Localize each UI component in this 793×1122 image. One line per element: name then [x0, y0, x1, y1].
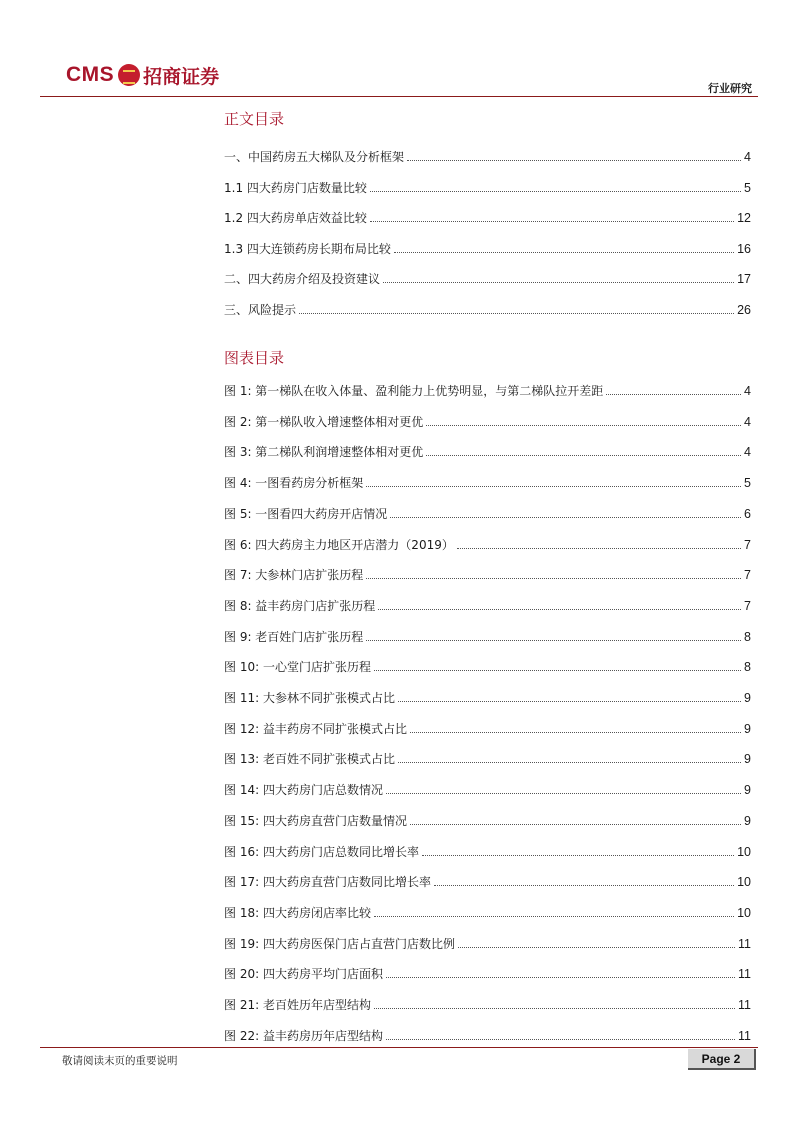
figure-entry-label: 图 17: 四大药房直营门店数同比增长率	[224, 875, 431, 890]
figure-entry[interactable]	[224, 779, 751, 797]
figure-entry-page: 4	[744, 384, 751, 398]
dot-leader	[398, 701, 741, 702]
contents-title: 正文目录	[224, 110, 285, 128]
report-category: 行业研究	[708, 82, 752, 95]
figure-entry[interactable]	[224, 656, 751, 674]
figure-entry-page: 7	[744, 568, 751, 583]
figure-entry-label: 图 4: 一图看药房分析框架	[224, 476, 364, 491]
figure-entry-page: 10	[737, 844, 751, 859]
contents-entry[interactable]	[224, 268, 751, 286]
figure-entry-label: 图 8: 益丰药房门店扩张历程	[224, 598, 376, 613]
figure-entry-page: 5	[744, 476, 751, 491]
figure-entry-page: 4	[744, 414, 751, 429]
figure-entry-page: 7	[744, 598, 751, 613]
figure-entry[interactable]	[224, 902, 751, 920]
dot-leader	[386, 977, 735, 978]
dot-leader	[458, 947, 735, 948]
figure-entry[interactable]	[224, 411, 751, 429]
dot-leader	[390, 517, 741, 518]
dot-leader	[407, 160, 741, 161]
contents-entry-page: 26	[737, 302, 751, 317]
contents-entry-label: 三、风险提示	[224, 302, 297, 317]
dot-leader	[394, 252, 734, 253]
dot-leader	[410, 824, 741, 825]
figure-entry-page: 11	[738, 967, 751, 982]
figure-entry[interactable]	[224, 626, 751, 644]
contents-entry[interactable]	[224, 238, 751, 256]
contents-entry-page: 12	[737, 211, 751, 225]
footer-divider	[40, 1047, 758, 1048]
logo-text: CMS	[66, 63, 115, 86]
figure-entry[interactable]	[224, 718, 751, 736]
footer-disclaimer: 敬请阅读末页的重要说明	[62, 1055, 178, 1067]
figure-entry[interactable]	[224, 871, 751, 889]
contents-entry-page: 17	[737, 272, 751, 286]
dot-leader	[366, 486, 741, 487]
figure-entry-page: 9	[744, 813, 751, 828]
contents-entry[interactable]	[224, 146, 751, 164]
figure-entry-page: 9	[744, 783, 751, 798]
dot-leader	[457, 548, 741, 549]
logo-emblem-icon	[118, 64, 140, 86]
figure-entry-label: 图 7: 大参林门店扩张历程	[224, 568, 364, 583]
contents-entry[interactable]	[224, 299, 751, 317]
figure-entry[interactable]	[224, 564, 751, 582]
figure-entry[interactable]	[224, 1025, 751, 1043]
dot-leader	[426, 455, 741, 456]
figure-entry[interactable]	[224, 441, 751, 459]
figure-entry[interactable]	[224, 687, 751, 705]
dot-leader	[398, 762, 741, 763]
contents-entry-page: 16	[737, 241, 751, 256]
figure-entry[interactable]	[224, 595, 751, 613]
figure-entry[interactable]	[224, 380, 751, 398]
dot-leader	[606, 394, 741, 395]
figure-entry[interactable]	[224, 963, 751, 981]
figure-entry-page: 7	[744, 537, 751, 552]
contents-entry[interactable]	[224, 207, 751, 225]
contents-entry-label: 1.2 四大药房单店效益比较	[224, 211, 367, 225]
figure-entry-page: 8	[744, 629, 751, 644]
figure-entry-page: 6	[744, 506, 751, 521]
dot-leader	[374, 916, 734, 917]
contents-entry-page: 5	[744, 180, 751, 195]
dot-leader	[374, 1008, 735, 1009]
page-header	[40, 56, 758, 100]
figure-entry-label: 图 14: 四大药房门店总数情况	[224, 783, 383, 798]
contents-entry-label: 1.1 四大药房门店数量比较	[224, 180, 367, 195]
dot-leader	[366, 640, 741, 641]
figure-entry-page: 11	[738, 1028, 751, 1043]
figure-entry-label: 图 12: 益丰药房不同扩张模式占比	[224, 721, 407, 736]
figure-entry-label: 图 21: 老百姓历年店型结构	[224, 998, 371, 1012]
dot-leader	[366, 578, 741, 579]
figure-entry-label: 图 22: 益丰药房历年店型结构	[224, 1028, 383, 1043]
dot-leader	[299, 313, 734, 314]
figure-entry-label: 图 19: 四大药房医保门店占直营门店数比例	[224, 936, 455, 951]
figure-entry[interactable]	[224, 933, 751, 951]
figure-entry[interactable]	[224, 841, 751, 859]
figure-entry-label: 图 15: 四大药房直营门店数量情况	[224, 813, 407, 828]
dot-leader	[410, 732, 741, 733]
figure-entry[interactable]	[224, 472, 751, 490]
dot-leader	[370, 221, 734, 222]
dot-leader	[434, 885, 734, 886]
figure-entry-page: 4	[744, 445, 751, 460]
page-number-badge: Page 2	[688, 1049, 756, 1070]
figure-entry-page: 9	[744, 691, 751, 705]
figure-entry-page: 9	[744, 721, 751, 736]
header-divider	[40, 96, 758, 97]
figure-entry-label: 图 6: 四大药房主力地区开店潜力（2019）	[224, 537, 454, 552]
figure-entry-label: 图 10: 一心堂门店扩张历程	[224, 660, 371, 675]
figure-entry-label: 图 5: 一图看四大药房开店情况	[224, 506, 388, 521]
figure-entry[interactable]	[224, 503, 751, 521]
contents-entry-label: 二、四大药房介绍及投资建议	[224, 272, 381, 286]
contents-entry-label: 一、中国药房五大梯队及分析框架	[224, 150, 405, 164]
dot-leader	[374, 670, 741, 671]
figure-entry-label: 图 16: 四大药房门店总数同比增长率	[224, 844, 419, 859]
figure-entry-page: 11	[738, 936, 751, 951]
figure-entry-label: 图 11: 大参林不同扩张模式占比	[224, 691, 395, 705]
figures-title: 图表目录	[224, 349, 285, 367]
figure-entry-page: 8	[744, 660, 751, 675]
dot-leader	[383, 282, 734, 283]
dot-leader	[422, 855, 734, 856]
figure-entry-label: 图 9: 老百姓门店扩张历程	[224, 629, 364, 644]
figure-entry-label: 图 1: 第一梯队在收入体量、盈利能力上优势明显，与第二梯队拉开差距	[224, 384, 604, 398]
figure-entry-label: 图 2: 第一梯队收入增速整体相对更优	[224, 414, 424, 429]
dot-leader	[370, 191, 741, 192]
contents-entry-label: 1.3 四大连锁药房长期布局比较	[224, 241, 391, 256]
logo-chinese-name: 招商证券	[143, 65, 220, 88]
figure-entry-label: 图 3: 第二梯队利润增速整体相对更优	[224, 445, 424, 460]
figure-entry[interactable]	[224, 810, 751, 828]
figure-entry-label: 图 20: 四大药房平均门店面积	[224, 967, 383, 982]
figure-entry-page: 10	[737, 875, 751, 890]
contents-entry[interactable]	[224, 177, 751, 195]
dot-leader	[386, 1039, 735, 1040]
dot-leader	[426, 425, 741, 426]
figure-entry-page: 11	[738, 998, 751, 1012]
dot-leader	[378, 609, 741, 610]
figure-entry-page: 10	[737, 905, 751, 920]
contents-entry-page: 4	[744, 150, 751, 164]
figure-entry[interactable]	[224, 748, 751, 766]
company-logo	[66, 60, 219, 90]
dot-leader	[386, 793, 741, 794]
figure-entry-label: 图 13: 老百姓不同扩张模式占比	[224, 752, 395, 767]
figure-entry-label: 图 18: 四大药房闭店率比较	[224, 905, 371, 920]
figure-entry[interactable]	[224, 534, 751, 552]
figure-entry[interactable]	[224, 994, 751, 1012]
figure-entry-page: 9	[744, 752, 751, 767]
